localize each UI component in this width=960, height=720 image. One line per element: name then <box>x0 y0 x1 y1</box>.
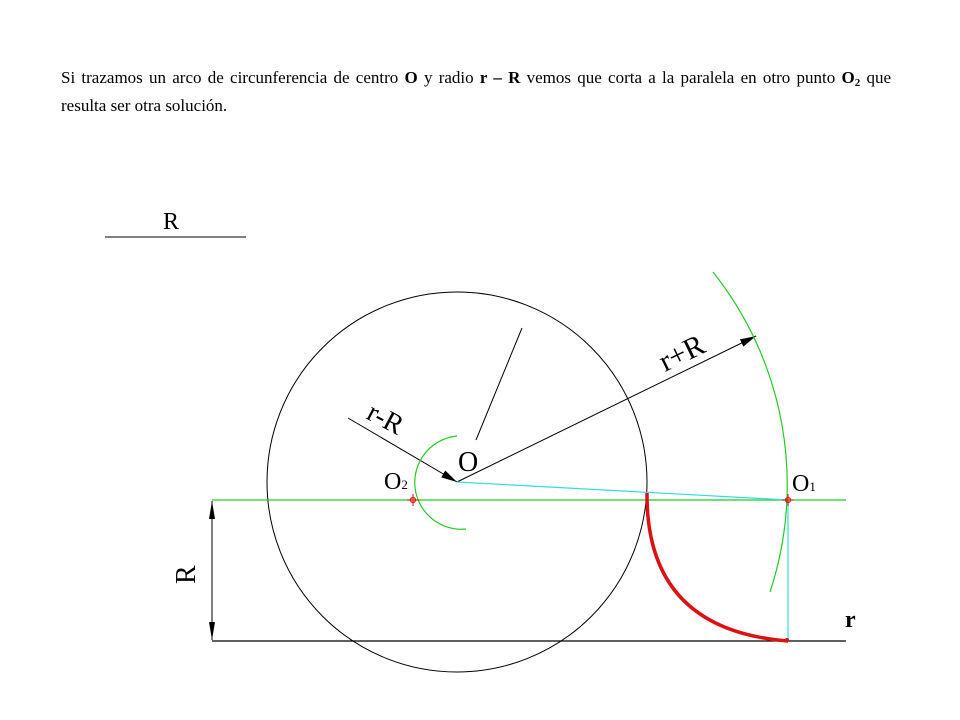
center-o-label: O <box>458 447 479 478</box>
caption-radius-expr: r – R <box>479 68 521 87</box>
caption-part3: vemos que corta a la paralela en otro punto <box>520 68 842 87</box>
base-line-r-label: r <box>845 607 856 633</box>
r-plus-r-arc <box>713 272 787 592</box>
caption-part2: y radio <box>417 68 480 87</box>
caption-point-main: $O_2$ <box>841 68 861 89</box>
r-reference-label: R <box>163 209 180 235</box>
tangent-endpoint <box>785 638 789 642</box>
caption-center-label: O <box>404 68 418 87</box>
tangent-arc <box>647 493 788 641</box>
o2-label: O2 <box>384 469 408 495</box>
r-dimension-arrow-bottom <box>209 622 215 640</box>
r-plus-r-label: r+R <box>653 328 711 379</box>
caption-part1: Si trazamos un arco de circunferencia de centro <box>61 68 405 87</box>
cyan-line-to-o1 <box>457 482 788 500</box>
r-minus-r-arrow <box>348 418 457 482</box>
r-plus-r-arrow <box>457 336 756 482</box>
radius-line <box>476 328 522 440</box>
r-dimension-arrow-top <box>209 501 215 519</box>
r-minus-r-label: r-R <box>361 396 409 442</box>
r-dimension-label: R <box>171 565 202 584</box>
caption-point-sub: 2 <box>854 77 861 89</box>
o1-label: O1 <box>792 471 816 497</box>
caption-part4: que resulta ser otra solución. <box>61 68 891 115</box>
